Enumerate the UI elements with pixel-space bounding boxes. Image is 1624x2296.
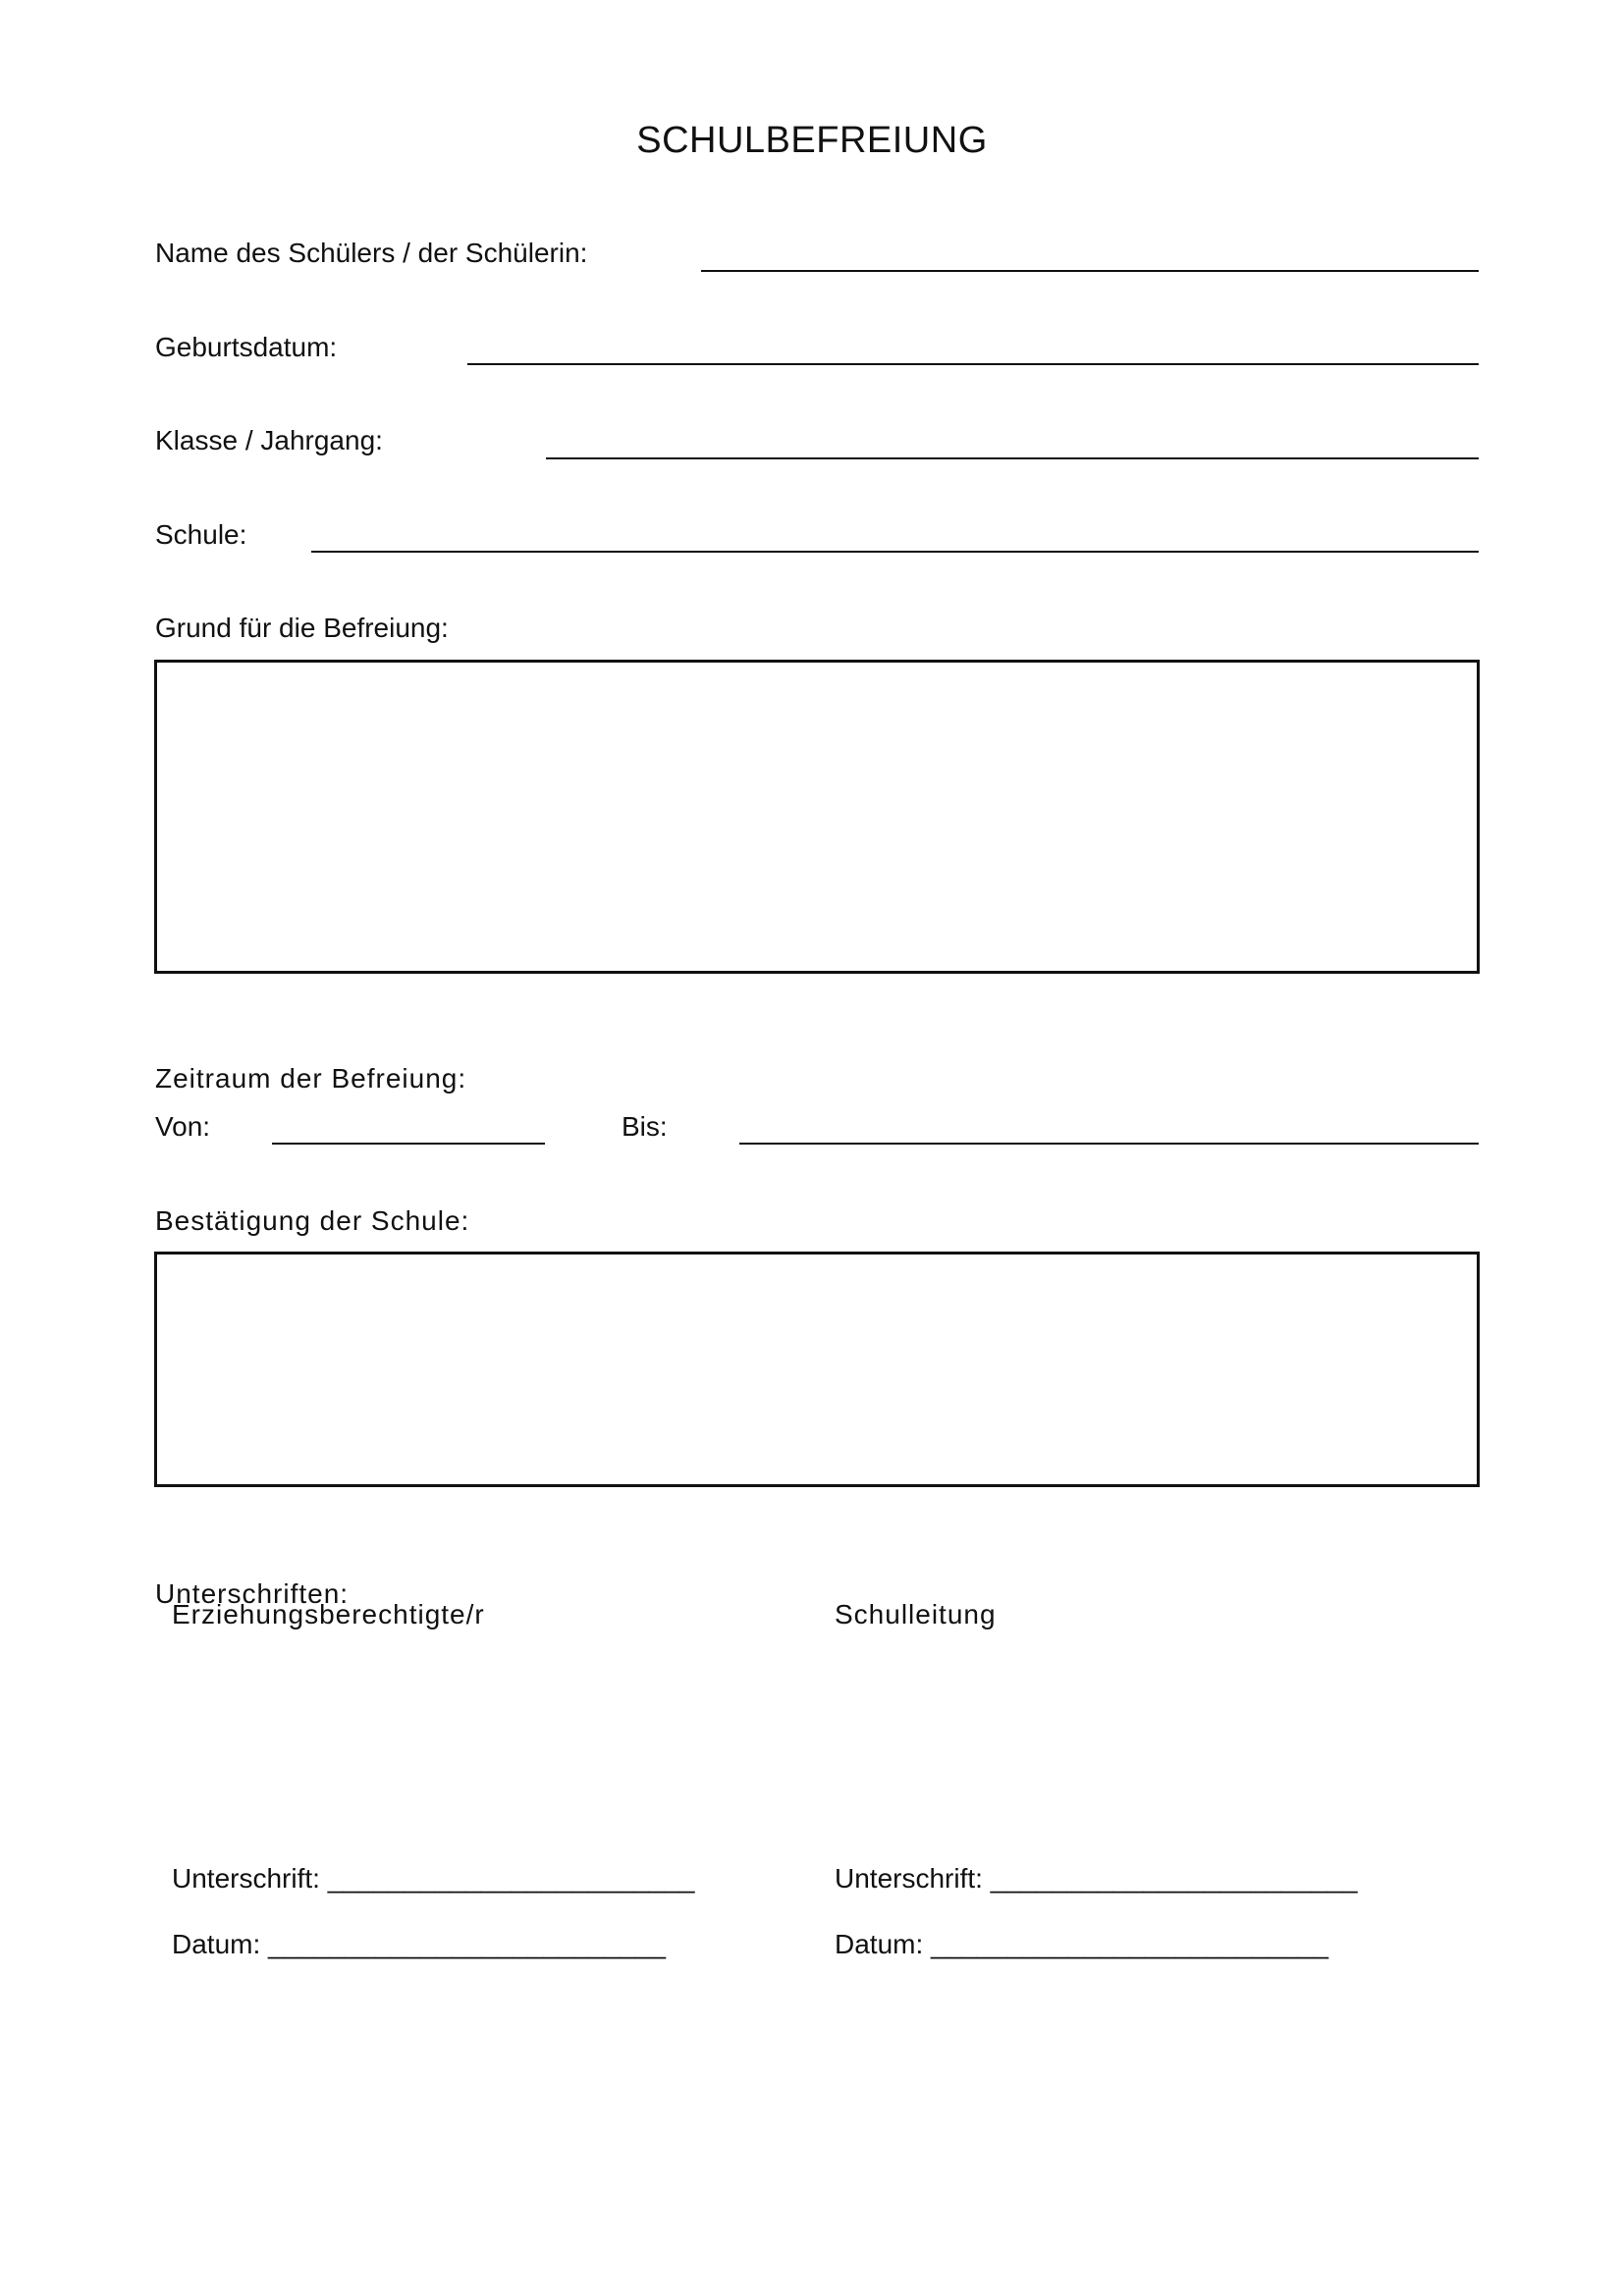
principal-date-line[interactable]: Datum: __________________________ — [835, 1929, 1328, 1959]
reason-box[interactable] — [154, 660, 1480, 974]
school-label: Schule: — [155, 519, 247, 550]
name-label: Name des Schülers / der Schülerin: — [155, 238, 588, 268]
principal-signature-line[interactable]: Unterschrift: ________________________ — [835, 1863, 1358, 1894]
from-label: Von: — [155, 1111, 211, 1142]
to-field-line[interactable] — [739, 1143, 1479, 1145]
guardian-date-line[interactable]: Datum: __________________________ — [172, 1929, 666, 1959]
birthdate-field-line[interactable] — [467, 363, 1479, 365]
principal-title: Schulleitung — [835, 1599, 997, 1629]
name-field-line[interactable] — [701, 270, 1479, 272]
from-field-line[interactable] — [272, 1143, 545, 1145]
period-heading: Zeitraum der Befreiung: — [155, 1063, 467, 1094]
guardian-signature-line[interactable]: Unterschrift: ________________________ — [172, 1863, 695, 1894]
signatures-heading: Unterschriften: — [155, 1578, 350, 1609]
class-label: Klasse / Jahrgang: — [155, 425, 383, 455]
birthdate-label: Geburtsdatum: — [155, 332, 338, 362]
to-label: Bis: — [622, 1111, 668, 1142]
confirmation-label: Bestätigung der Schule: — [155, 1205, 470, 1236]
page-title: SCHULBEFREIUNG — [636, 120, 988, 161]
confirmation-box[interactable] — [154, 1252, 1480, 1487]
reason-label: Grund für die Befreiung: — [155, 613, 449, 643]
class-field-line[interactable] — [546, 457, 1479, 459]
school-field-line[interactable] — [311, 551, 1479, 553]
guardian-title: Erziehungsberechtigte/r — [172, 1599, 485, 1629]
